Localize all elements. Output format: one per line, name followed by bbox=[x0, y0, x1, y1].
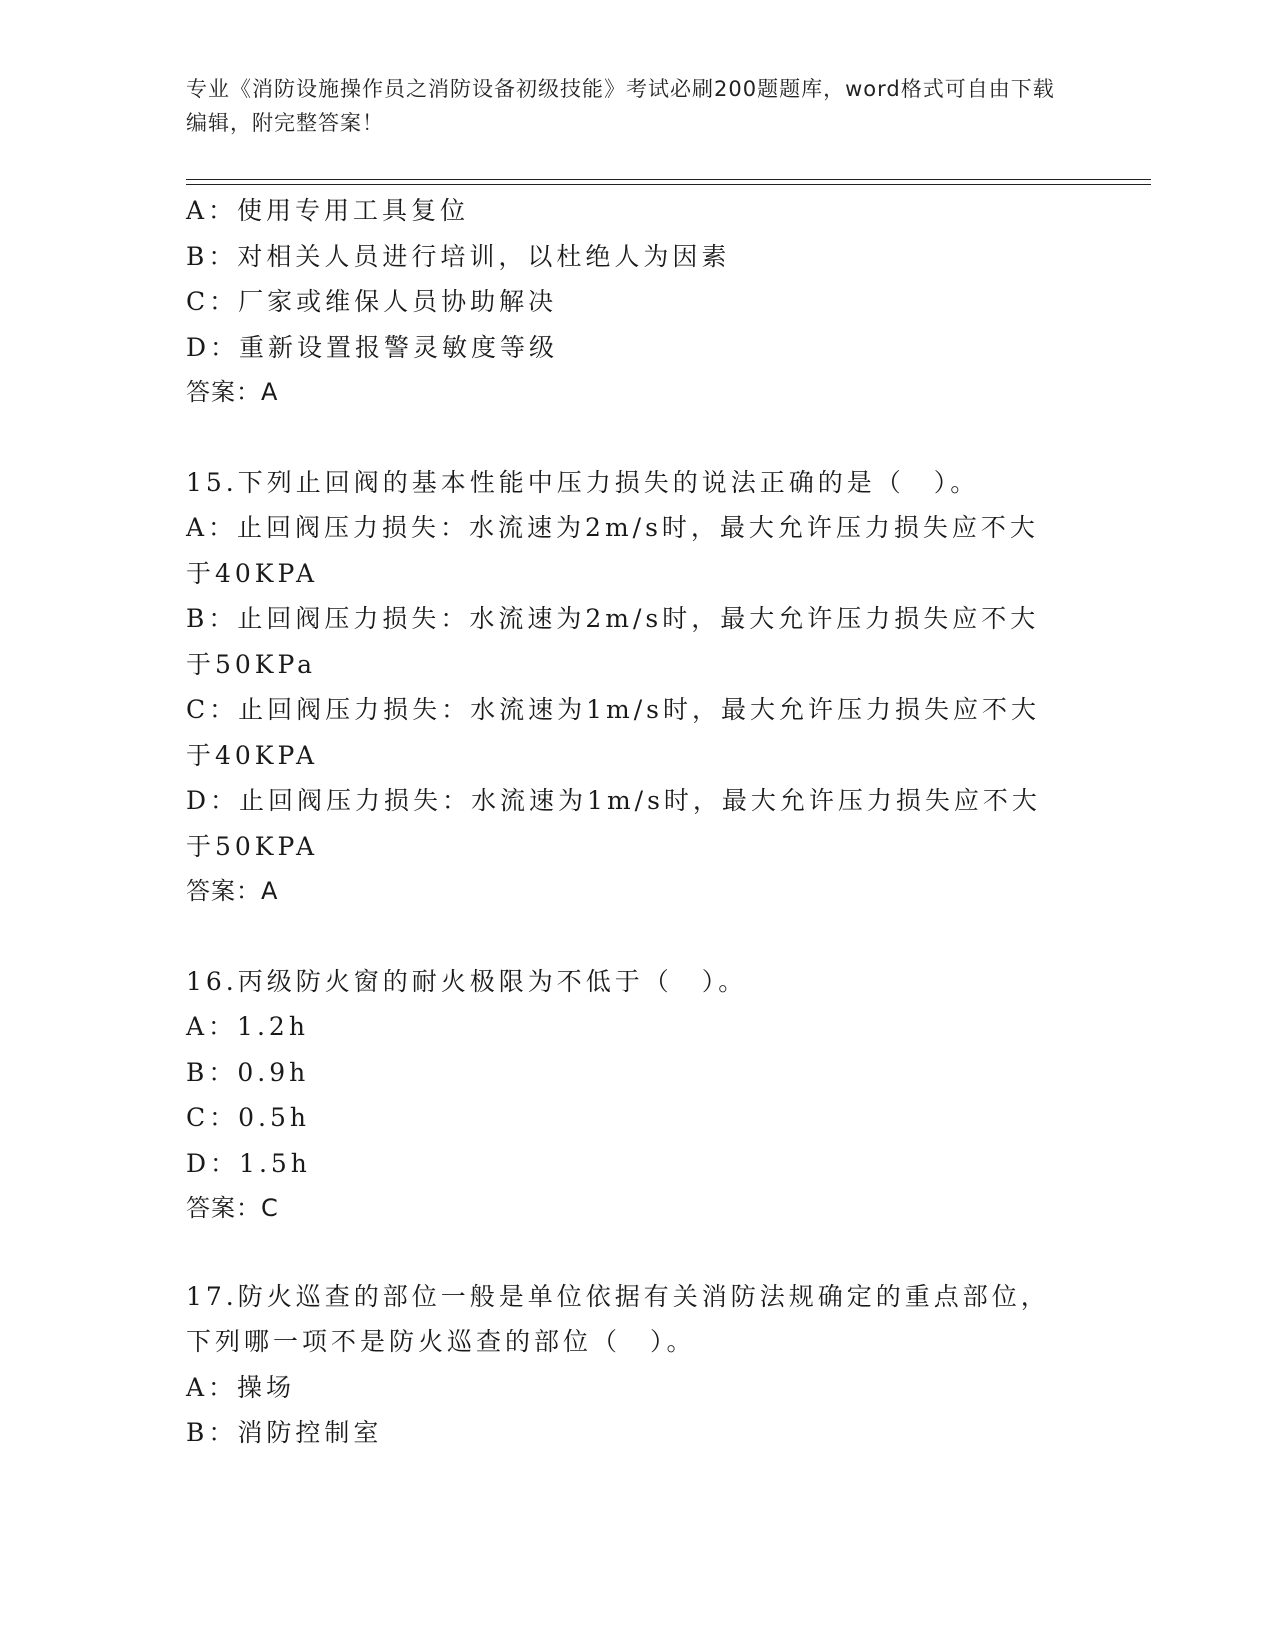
question-stem: 17.防火巡查的部位一般是单位依据有关消防法规确定的重点部位，下列哪一项不是防火巡查的部位（ ）。 bbox=[186, 1281, 1050, 1356]
option-b: B：消防控制室 bbox=[186, 1418, 383, 1447]
option-a: A：操场 bbox=[186, 1372, 296, 1402]
option-c: C：厂家或维保人员协助解决 bbox=[186, 287, 558, 316]
option-b: B：0.9h bbox=[186, 1057, 310, 1087]
option-a: A：止回阀压力损失：水流速为2m/s时，最大允许压力损失应不大于40KPA bbox=[186, 513, 1039, 588]
question-17 bbox=[186, 1274, 1151, 1456]
header-divider-bottom bbox=[186, 184, 1151, 185]
answer-label: 答案：A bbox=[186, 378, 279, 406]
option-c: C：0.5h bbox=[186, 1103, 310, 1132]
option-d: D：1.5h bbox=[186, 1148, 311, 1178]
question-stem: 16.丙级防火窗的耐火极限为不低于（ ）。 bbox=[186, 966, 748, 996]
option-a: A：1.2h bbox=[186, 1012, 309, 1041]
answer-label: 答案：C bbox=[186, 1194, 279, 1222]
question-list bbox=[186, 188, 1151, 1456]
question-stem: 15.下列止回阀的基本性能中压力损失的说法正确的是（ ）。 bbox=[186, 467, 980, 497]
header-text: 专业《消防设施操作员之消防设备初级技能》考试必刷200题题库，word格式可自由下载编辑，附完整答案！ bbox=[186, 77, 1055, 135]
option-d: D：止回阀压力损失：水流速为1m/s时，最大允许压力损失应不大于50KPA bbox=[186, 786, 1041, 861]
question-16 bbox=[186, 959, 1151, 1232]
option-c: C：止回阀压力损失：水流速为1m/s时，最大允许压力损失应不大于40KPA bbox=[186, 695, 1040, 770]
header-divider-top bbox=[186, 179, 1151, 180]
option-d: D：重新设置报警灵敏度等级 bbox=[186, 332, 559, 362]
document-header bbox=[186, 72, 1066, 140]
option-b: B：对相关人员进行培训，以杜绝人为因素 bbox=[186, 241, 731, 271]
option-a: A：使用专用工具复位 bbox=[186, 196, 470, 225]
option-b: B：止回阀压力损失：水流速为2m/s时，最大允许压力损失应不大于50KPa bbox=[186, 604, 1040, 679]
question-14 bbox=[186, 188, 1151, 416]
answer-label: 答案：A bbox=[186, 877, 279, 905]
question-15 bbox=[186, 460, 1151, 915]
